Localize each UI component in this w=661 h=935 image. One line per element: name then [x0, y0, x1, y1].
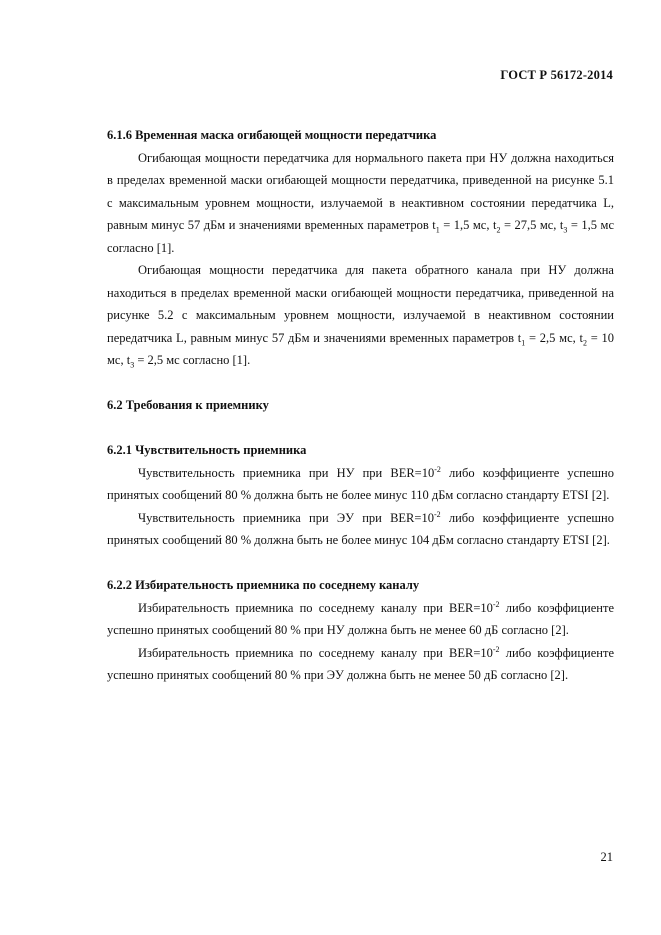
section-heading-6-2: 6.2 Требования к приемнику — [107, 398, 269, 412]
paragraph-sensitivity-nu: Чувствительность приемника при НУ при $BER=10^{-2}$ либо коэффициенте успешно принятых сообщений 80 % должна быть не более минус 110 дБм согласно стандарту ETSI [2]. — [107, 464, 614, 502]
paragraph-sensitivity-eu: Чувствительность приемника при ЭУ при $BER=10^{-2}$ либо коэффициенте успешно принятых сообщений 80 % должна быть не более минус 104 дБм согласно стандарту ETSI [2]. — [107, 509, 614, 547]
page-number: 21 — [600, 850, 613, 864]
paragraph-reverse-channel: Огибающая мощности передатчика для пакета обратного канала при НУ должна находиться в пределах временной маски огибающей мощности передатчика, приведенной на рисунке 5.2 с максимальным уровнем мощности, излучаемой в неактивном состоянии передатчика L, равным минус 57 дБм и значениями временных параметров $t_1 = 2,5$ мс, $t_2 = 10$ мс, $t_3 = 2,5$ мс согласно [1]. — [107, 263, 614, 370]
page-content — [107, 124, 614, 687]
section-heading-6-2-1: 6.2.1 Чувствительность приемника — [107, 443, 307, 457]
section-heading-6-2-2: 6.2.2 Избирательность приемника по соседнему каналу — [107, 578, 420, 592]
document-code: ГОСТ Р 56172-2014 — [500, 68, 613, 82]
paragraph-normal-burst: Огибающая мощности передатчика для нормального пакета при НУ должна находиться в пределах временной маски огибающей мощности передатчика, приведенной на рисунке 5.1 с максимальным уровнем мощности, излучаемой в неактивном состоянии передатчика L, равным минус 57 дБм и значениями временных параметров $t_1 = 1,5$ мс, $t_2 = 27,5$ мс, $t_3 = 1,5$ мс согласно [1]. — [107, 150, 615, 255]
paragraph-selectivity-eu: Избирательность приемника по соседнему каналу при $BER=10^{-2}$ либо коэффициенте успешно принятых сообщений 80 % при ЭУ должна быть не менее 50 дБ согласно [2]. — [107, 644, 614, 682]
section-heading-6-1-6: 6.1.6 Временная маска огибающей мощности передатчика — [107, 128, 437, 142]
paragraph-selectivity-nu: Избирательность приемника по соседнему каналу при $BER=10^{-2}$ либо коэффициенте успешно принятых сообщений 80 % при НУ должна быть не менее 60 дБ согласно [2]. — [107, 599, 614, 637]
